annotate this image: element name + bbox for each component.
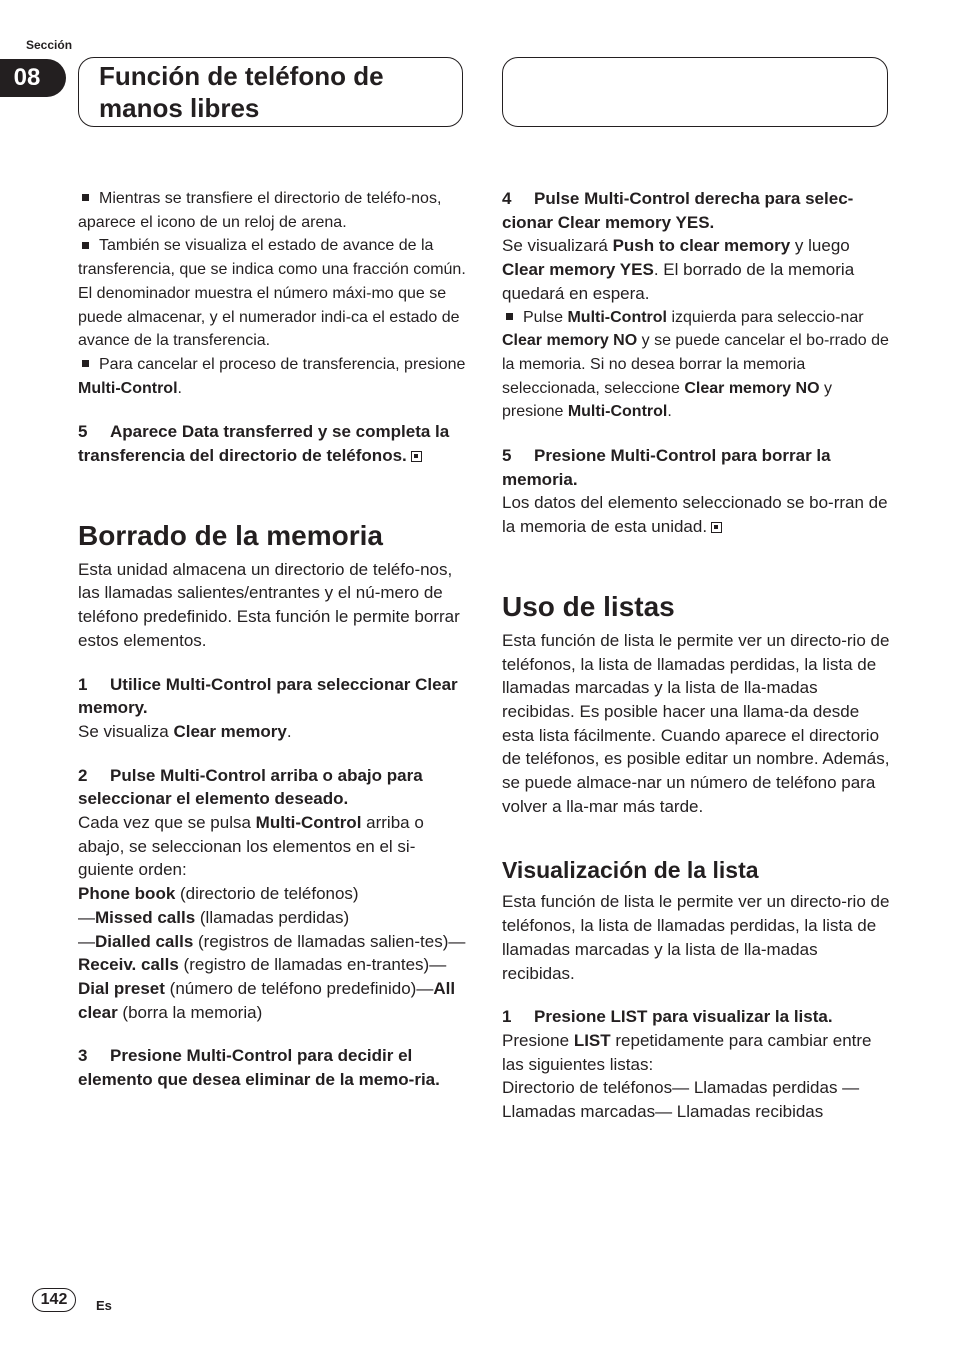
chapter-title: Función de teléfono de manos libres [78,57,463,127]
bullet-square-icon [82,194,89,201]
note-item: Pulse Multi-Control izquierda para seleccio-nar Clear memory NO y se puede cancelar el bo-rrado de la memoria. Si no desea borrar la memoria seleccionada, seleccione Clear memory NO y presione Multi-Control. [502,308,889,421]
end-mark-icon [711,522,722,533]
empty-header-box [502,57,888,127]
step-heading: 4 Pulse Multi-Control derecha para selec-cionar Clear memory YES. [502,189,854,232]
step-heading: 5 Presione Multi-Control para borrar la memoria. [502,446,831,489]
section-heading-uso: Uso de listas [502,590,675,622]
step-heading: 3 Presione Multi-Control para decidir el elemento que desea eliminar de la memo-ria. [78,1046,440,1090]
paragraph: Se visualizará Push to clear memory y luego Clear memory YES. El borrado de la memoria quedará en espera. [502,236,855,303]
paragraph: Cada vez que se pulsa Multi-Control arriba o abajo, se seleccionan los elementos en el si-guiente orden: [78,813,424,880]
end-mark-icon [411,451,422,462]
step-heading: 2 Pulse Multi-Control arriba o abajo para seleccionar el elemento deseado. [78,765,423,809]
bullet-square-icon [82,360,89,367]
note-item: También se visualiza el estado de avance de la transferencia, que se indica como una fracción común. El denominador muestra el número máxi-mo que se puede almacenar, y el numerador indi-ca el estado de avance de la transferencia. [78,237,466,350]
page-number: 142 [32,1288,76,1312]
step-heading: 5 Aparece Data transferred y se completa la transferencia del directorio de teléfonos. [78,422,450,466]
paragraph: Esta función de lista le permite ver un directo-rio de teléfonos, la lista de llamadas perdidas, la lista de llamadas marcadas y la lista de lla-madas recibidas. Es posible hacer una llama-da desde esta lista fácilmente. Cuando aparece el directorio de teléfonos, es posible editar un nombre. Además, se puede almace-nar un número de teléfono para volver a lla-mar más tarde. [502,630,890,816]
note-item: Para cancelar el proceso de transferencia, presione Multi-Control. [78,355,466,397]
paragraph: Presione LIST repetidamente para cambiar entre las siguientes listas: [502,1030,872,1074]
step-heading: 1 Utilice Multi-Control para seleccionar Clear memory. [78,674,458,718]
paragraph: Directorio de teléfonos— Llamadas perdidas — Llamadas marcadas— Llamadas recibidas [502,1078,860,1122]
bullet-square-icon [506,313,513,320]
section-heading-borrado: Borrado de la memoria [78,519,383,551]
step-heading: 1 Presione LIST para visualizar la lista. [502,1007,833,1027]
paragraph: Los datos del elemento seleccionado se bo-rran de la memoria de esta unidad. [502,493,888,537]
language-code: Es [96,1298,112,1313]
paragraph: Esta unidad almacena un directorio de teléfo-nos, las llamadas salientes/entrantes y el nú-mero de teléfono predefinido. Esta función le permite borrar estos elementos. [78,559,460,650]
bullet-square-icon [82,242,89,249]
section-number-badge: 08 [0,59,66,97]
note-item: Mientras se transfiere el directorio de teléfo-nos, aparece el icono de un reloj de arena. [78,190,442,231]
left-column [78,187,468,1092]
right-column [502,187,894,1124]
subheading-visualizacion: Visualización de la lista [502,857,759,884]
memory-item-list: Phone book (directorio de teléfonos) —Missed calls (llamadas perdidas) —Dialled calls (registros de llamadas salien-tes)—Receiv. calls (registro de llamadas en-trantes)—Dial preset (número de teléfono predefinido)—All clear (borra la memoria) [78,884,466,1022]
section-label: Sección [26,38,73,52]
paragraph: Se visualiza Clear memory. [78,721,292,741]
paragraph: Esta función de lista le permite ver un directo-rio de teléfonos, la lista de llamadas perdidas, la lista de llamadas marcadas y la lista de lla-madas recibidas. [502,892,890,983]
